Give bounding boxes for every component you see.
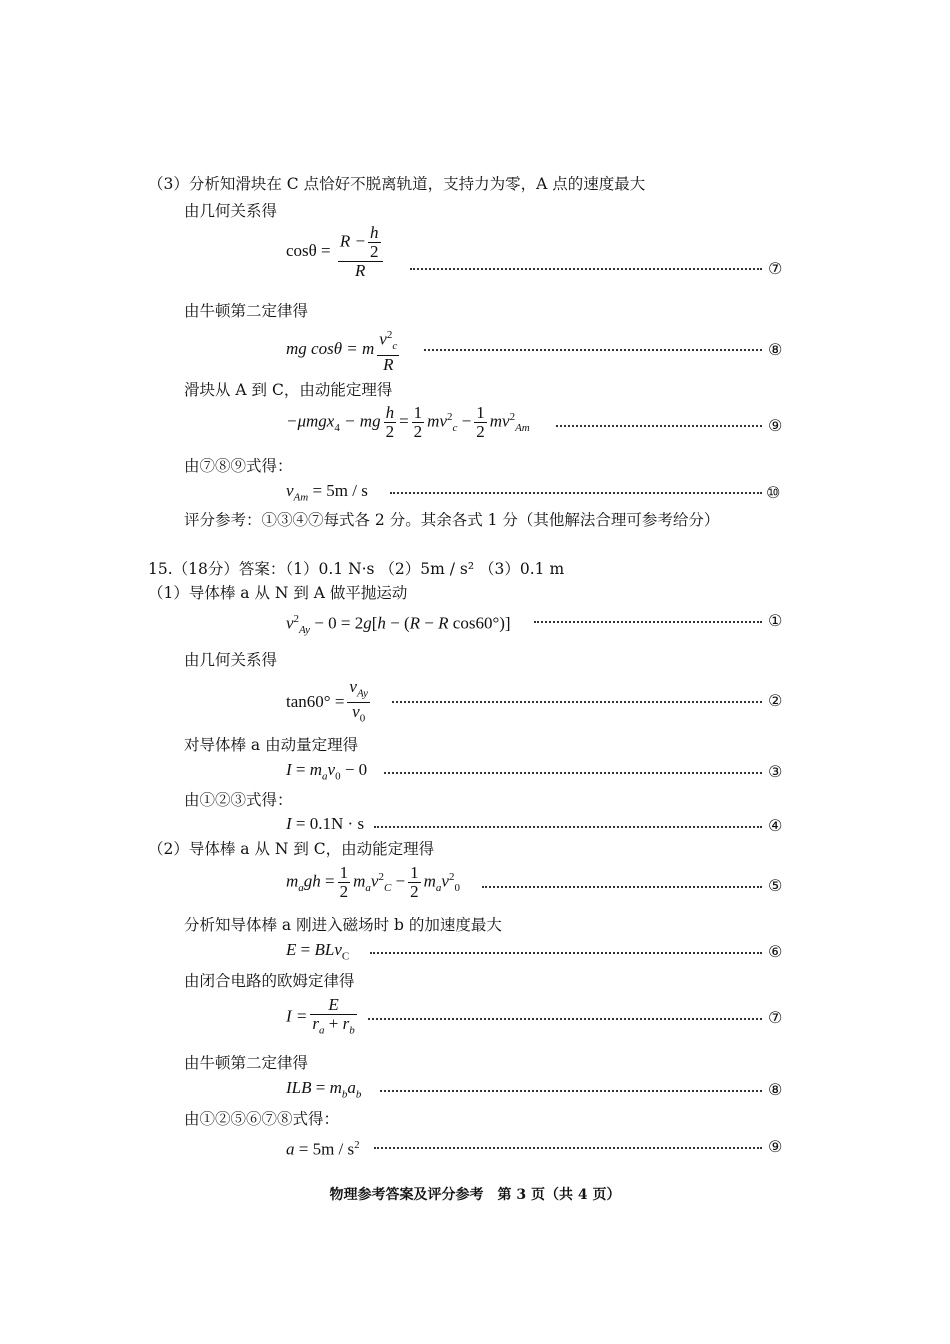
equation-number-10: ⑩ bbox=[766, 483, 781, 502]
q15-equation-6: E = BLv$_C$ bbox=[286, 940, 350, 963]
leader-dots bbox=[482, 886, 762, 888]
q15-equation-number-5: ⑤ bbox=[768, 876, 783, 895]
leader-dots bbox=[556, 425, 762, 427]
q15-ohm-caption: 由闭合电路的欧姆定律得 bbox=[184, 972, 355, 990]
q15-equation-7: I = $\frac{E}{r_a + r_b}$ bbox=[286, 995, 355, 1037]
q15-equation-2: tan60° = $\frac{v_{Ay}}{v_0}$ bbox=[286, 677, 368, 725]
equation-9-energy: −μmgx$_4$ − mg $\frac{h}{2}$ = $\frac{1}{2}$ $mv^2_c$ − $\frac{1}{2}$ $mv^2_{Am}$ bbox=[286, 403, 530, 441]
q15-equation-number-1: ① bbox=[768, 611, 783, 630]
q15-geometry-caption: 由几何关系得 bbox=[184, 651, 278, 669]
q15-equation-number-4: ④ bbox=[768, 816, 783, 835]
equation-7-cos: cosθ = R − $\frac{h}{2}$ R bbox=[286, 224, 386, 280]
page-footer: 物理参考答案及评分参考 第 3 页（共 4 页） bbox=[329, 1187, 621, 1203]
q15-equation-9: $a = 5m / s^2$ bbox=[286, 1139, 360, 1159]
q15-equation-number-8: ⑧ bbox=[768, 1080, 783, 1099]
leader-dots bbox=[374, 826, 762, 828]
q15-equation-number-2: ② bbox=[768, 691, 783, 710]
energy-caption: 滑块从 A 到 C，由动能定理得 bbox=[184, 381, 393, 399]
q15-heading: 15.（18分）答案：（1）0.1 N·s （2）5m / s² （3）0.1 m bbox=[148, 560, 565, 578]
q15-momentum-caption: 对导体棒 a 由动量定理得 bbox=[184, 736, 359, 754]
q15-equation-number-9: ⑨ bbox=[768, 1137, 783, 1156]
q15-acceleration-caption: 分析知导体棒 a 刚进入磁场时 b 的加速度最大 bbox=[184, 916, 502, 934]
q15-combine-caption-2: 由①②⑤⑥⑦⑧式得： bbox=[184, 1110, 340, 1128]
leader-dots bbox=[424, 349, 762, 351]
geometry-caption: 由几何关系得 bbox=[184, 202, 278, 220]
scoring-note: 评分参考：①③④⑦每式各 2 分。其余各式 1 分（其他解法合理可参考给分） bbox=[184, 511, 720, 529]
leader-dots bbox=[380, 1090, 762, 1092]
newton-caption: 由牛顿第二定律得 bbox=[184, 302, 309, 320]
equation-number-7: ⑦ bbox=[768, 259, 783, 278]
q15-part2-heading: （2）导体棒 a 从 N 到 C，由动能定理得 bbox=[148, 840, 435, 858]
combine-caption: 由⑦⑧⑨式得： bbox=[184, 457, 293, 475]
equation-8-mgcos: mg cosθ = m $\frac{v^2_c}{R}$ bbox=[286, 326, 402, 374]
leader-dots bbox=[410, 268, 762, 270]
q15-equation-1: $v^2_{Ay} - 0 = 2g[h - (R - R$ cos60°)] bbox=[286, 613, 511, 637]
q15-combine-caption-1: 由①②③式得： bbox=[184, 791, 293, 809]
q15-equation-4: I = 0.1N · s bbox=[286, 814, 365, 833]
part3-heading: （3）分析知滑块在 C 点恰好不脱离轨道，支持力为零，A 点的速度最大 bbox=[148, 175, 646, 193]
leader-dots bbox=[370, 952, 762, 954]
leader-dots bbox=[390, 492, 762, 494]
equation-number-8: ⑧ bbox=[768, 340, 783, 359]
q15-equation-number-3: ③ bbox=[768, 762, 783, 781]
leader-dots bbox=[368, 1018, 762, 1020]
leader-dots bbox=[392, 701, 762, 703]
q15-part1-heading: （1）导体棒 a 从 N 到 A 做平抛运动 bbox=[148, 584, 408, 602]
q15-equation-number-6: ⑥ bbox=[768, 942, 783, 961]
leader-dots bbox=[384, 772, 762, 774]
equation-number-9: ⑨ bbox=[768, 416, 783, 435]
q15-equation-8: ILB = $m_ba_b$ bbox=[286, 1078, 362, 1101]
leader-dots bbox=[374, 1147, 762, 1149]
equation-10-result: $v_{Am} = 5m / s$ bbox=[286, 481, 368, 504]
q15-equation-number-7: ⑦ bbox=[768, 1008, 783, 1027]
q15-newton-caption: 由牛顿第二定律得 bbox=[184, 1054, 309, 1072]
leader-dots bbox=[534, 621, 762, 623]
q15-equation-3: $I = m_av_0 - 0$ bbox=[286, 760, 368, 783]
q15-equation-5: $m_agh$ = $\frac{1}{2}$ $m_av^2_C$ − $\frac{1}{2}$ $m_av^2_0$ bbox=[286, 863, 460, 901]
